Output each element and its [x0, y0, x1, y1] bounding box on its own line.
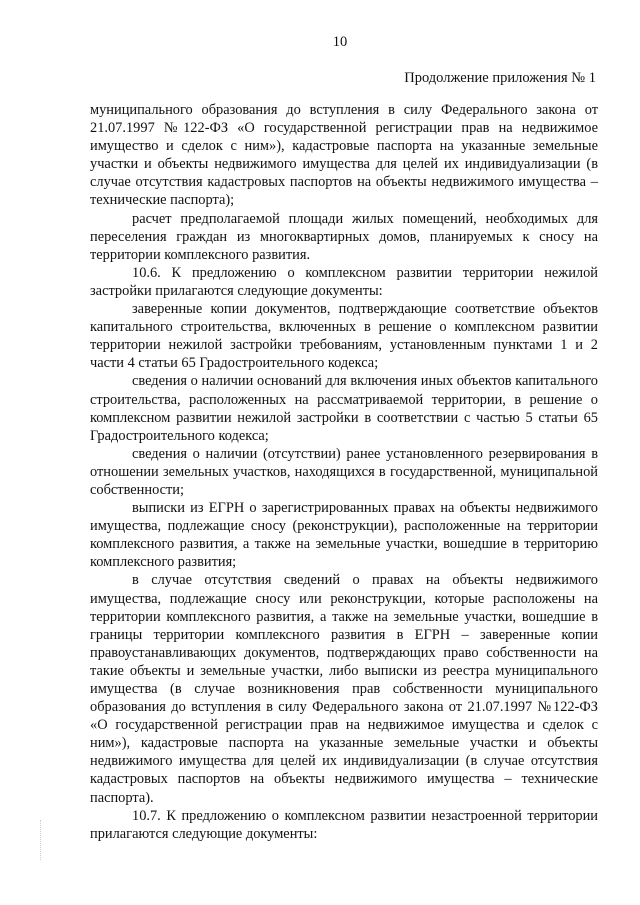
paragraph-missing-rights-info: в случае отсутствия сведений о правах на объекты недвижимого имущества, подлежащие сносу или реконструкции, которые расположены на территории комплексного развития, а также на земельные участки, вошедшие в границы территории комплексного развития в ЕГРН – заверенные копии правоустанавливающих документов, подтверждающих право собственности на такие объекты и земельные участки, либо выписки из реестра муниципального имущества (в случае возникновения прав собственности муниципального образования до вступления в силу Федерального закона от 21.07.1997 №122-ФЗ «О государственной регистрации прав на недвижимое имущества и сделок с ним»), кадастровые паспорта на указанные земельные участки и объекты недвижимого имущества для целей их индивидуализации (в случае отсутствия кадастровых паспортов на объекты недвижимого имущества – технические паспорта). — [90, 572, 598, 806]
appendix-continuation-note: Продолжение приложения № 1 — [404, 70, 596, 86]
paragraph-section-10-6: 10.6. К предложению о комплексном развитии территории нежилой застройки прилагаются следующие документы: — [90, 264, 598, 299]
document-body — [90, 101, 598, 843]
paragraph-certified-copies: заверенные копии документов, подтверждающие соответствие объектов капитального строительства, включенных в решение о комплексном развитии территории нежилой застройки требованиям, установленным пунктами 1 и 2 части 4 статьи 65 Градостроительного кодекса; — [90, 301, 598, 372]
paragraph-continuation: муниципального образования до вступления в силу Федерального закона от 21.07.1997 №122-ФЗ «О государственной регистрации прав на недвижимое имущество и сделок с ним»), кадастровые паспорта на указанные земельные участки и объекты недвижимого имущества для целей их индивидуализации (в случае отсутствия кадастровых паспортов на объекты недвижимого имущества – технические паспорта); — [90, 102, 598, 209]
paragraph-reservation-info: сведения о наличии (отсутствии) ранее установленного резервирования в отношении земельных участков, находящихся в государственной, муниципальной собственности; — [90, 445, 598, 498]
page-number: 10 — [332, 34, 348, 50]
paragraph-section-10-7: 10.7. К предложению о комплексном развитии незастроенной территории прилагаются следующие документы: — [90, 807, 598, 842]
paragraph-grounds-info: сведения о наличии оснований для включения иных объектов капитального строительства, расположенных на рассматриваемой территории, в решение о комплексном развитии нежилой застройки в соответствии с частью 5 статьи 65 Градостроительного кодекса; — [90, 373, 598, 444]
paragraph-egrn-extracts: выписки из ЕГРН о зарегистрированных правах на объекты недвижимого имущества, подлежащие сносу (реконструкции), расположенные на территории комплексного развития, а также на земельные участки, вошедшие в территорию комплексного развития; — [90, 500, 598, 571]
scan-margin-mark — [40, 820, 42, 860]
paragraph-resettlement-calculation: расчет предполагаемой площади жилых помещений, необходимых для переселения граждан из многоквартирных домов, планируемых к сносу на территории комплексного развития. — [90, 210, 598, 263]
